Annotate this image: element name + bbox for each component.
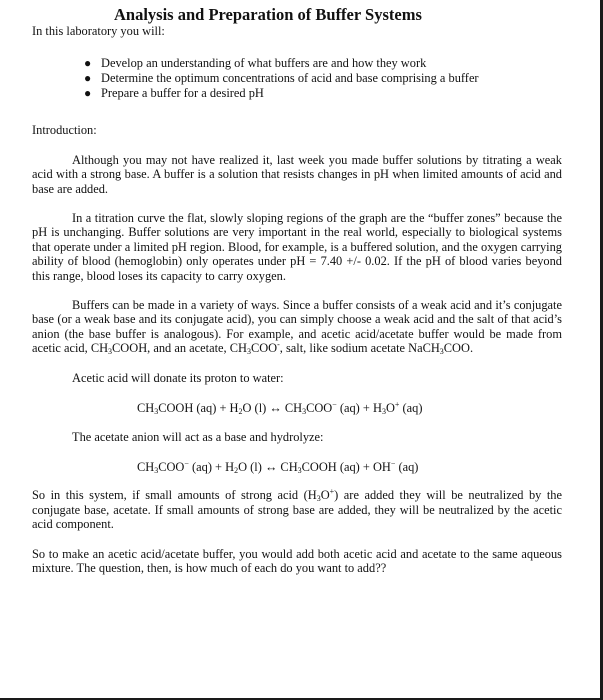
objective-text: Prepare a buffer for a desired pH [101, 86, 264, 101]
formula-sodium-acetate: NaCH$_3$COO. [408, 341, 474, 357]
bullet-icon: ● [84, 71, 92, 86]
list-item [84, 86, 562, 101]
paragraph-buffer-zones: In a titration curve the flat, slowly sloping regions of the graph are the “buffer zones” because the pH is unchanging. Buffer solutions are very important in the real world, especially to biological systems that operate under a limited pH region. Blood, for example, is a buffered solution, and the oxygen carrying ability of blood (hemoglobin) only operates under pH = 7.40 +/- 0.02. If the pH of blood varies beyond this range, blood loses its capacity to carry oxygen. [32, 211, 562, 283]
objective-text: Determine the optimum concentrations of acid and base comprising a buffer [101, 71, 479, 86]
paragraph-how-much: So to make an acetic acid/acetate buffer, you would add both acetic acid and acetate to the same aqueous mixture. The question, then, is how much of each do you want to add?? [32, 546, 562, 575]
equation-acid-dissociation: $CH_3COOH$ $(aq) + H_2O$ (l) ↔ $CH_3COO^-$ $(aq) + H_3O^+$ (aq) [137, 400, 423, 417]
paragraph-buffer-definition: Although you may not have realized it, last week you made buffer solutions by titrating a weak acid with a strong base. A buffer is a solution that resists changes in pH when limited amounts of acid and base are added. [32, 152, 562, 196]
acetic-donate-text: Acetic acid will donate its proton to water: [72, 370, 284, 385]
paragraph-making-buffers: Buffers can be made in a variety of ways. Since a buffer consists of a weak acid and it’s conjugate base (or a weak base and its conjugate acid), you can simply choose a weak acid and the salt of that acid’s anion (the base buffer is analogous). For example, and acetic acid/acetate buffer would be made from acetic acid, $CH_3COOH$, and an acetate, $CH_3COO^-$, salt, like sodium acetate NaCH$_3$COO. [32, 298, 562, 357]
equilibrium-arrow-icon: ↔ [264, 459, 278, 474]
equilibrium-arrow-icon: ↔ [269, 401, 282, 416]
lab-intro: In this laboratory you will: [32, 24, 165, 38]
formula-acetate: $CH_3COO^-$ [229, 340, 280, 357]
document-page [32, 6, 562, 575]
bullet-icon: ● [84, 56, 92, 71]
introduction-heading: Introduction: [32, 123, 97, 138]
list-item [84, 71, 562, 86]
paragraph-neutralization: So in this system, if small amounts of strong acid $(H_3O^+)$ are added they will be neutralized by the conjugate base, acetate. If small amounts of strong base are added, they will be neutralized by the acetic acid component. [32, 487, 562, 532]
equation-acetate-hydrolysis: $CH_3COO^-$ $(aq) + H_2O$ (l) ↔ $CH_3COOH$ (aq) + OH− (aq) [137, 458, 419, 475]
objectives-list [32, 56, 562, 101]
document-title: Analysis and Preparation of Buffer Systems [114, 5, 422, 24]
acetate-hydrolyze-text: The acetate anion will act as a base and hydrolyze: [72, 429, 324, 444]
bullet-icon: ● [84, 86, 92, 101]
list-item [84, 56, 562, 71]
formula-acetic-acid: $CH_3COOH$ [90, 341, 148, 357]
objective-text: Develop an understanding of what buffers are and how they work [101, 56, 427, 71]
